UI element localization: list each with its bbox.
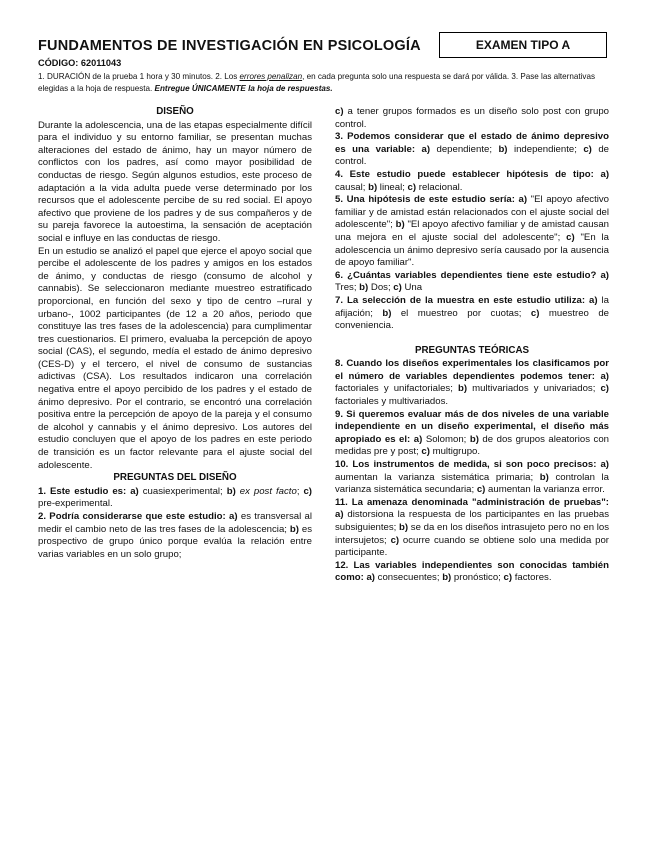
question-5: 5. Una hipótesis de este estudio sería: a) "El apoyo afectivo familiar y de amistad están relacionados con el ajuste social del adolescente"; b) "El apoyo afectivo familiar y de amistad causan una mejora en el ajuste social del adolescente"; c) "En la adolescencia un ánimo depresivo sería causado por la ausencia de apoyo familiar". [335, 194, 610, 269]
question-2-continued: c) a tener grupos formados es un diseño solo post con grupo control. [335, 106, 609, 130]
left-column [38, 106, 312, 561]
instructions-part1: 1. DURACIÓN de la prueba 1 hora y 30 minutos. 2. Los [38, 72, 240, 81]
right-column [335, 106, 609, 585]
course-code: CÓDIGO: 62011043 [38, 58, 122, 68]
instructions-penalty: errores penalizan [239, 72, 303, 81]
question-3: 3. Podemos considerar que el estado de ánimo depresivo es una variable: a) dependiente; b) independiente; c) de control. [335, 131, 609, 168]
exam-type-box: EXAMEN TIPO A [439, 32, 607, 58]
question-9: 9. Si queremos evaluar más de dos niveles de una variable independiente en un diseño experimental, el diseño más apropiado es el: a) Solomon; b) de dos grupos aleatorios con medidas pre y post; c) multigrupo. [335, 408, 609, 458]
instructions [38, 71, 618, 95]
exam-title: FUNDAMENTOS DE INVESTIGACIÓN EN PSICOLOGÍA [38, 38, 421, 54]
question-12: 12. Las variables independientes son conocidas también como: a) consecuentes; b) pronóstico; c) factores. [335, 559, 609, 584]
instructions-part2: , en cada pregunta solo una respuesta se dará por válida. 3. Pase las alternativas elegidas a la hoja de respuesta. [38, 72, 596, 93]
question-8: 8. Cuando los diseños experimentales los clasificamos por el número de variables dependientes podemos tener: a) factoriales y unifactoriales; b) multivariados y univariados; c) factoriales y multivariados. [335, 358, 609, 408]
question-4: 4. Este estudio puede establecer hipótesis de tipo: a) causal; b) lineal; c) relacional. [335, 168, 610, 193]
design-paragraph-2: En un estudio se analizó el papel que ejerce el apoyo social que percibe el adolescente de los padres y amigos en los estados de ánimo, y conductas de riesgo (consumo de alcohol y cannabis). Se seleccionaron mediante muestreo estratificado proporcional, en función del sexo y tipo de centro –rural y urbano-, 1002 participantes (de 12 a 20 años, periodo que constituye las tres fases de la adolescencia) para cumplimentar tres cuestionarios. El primero, evaluaba la percepción de apoyo social (CAS), el segundo, medía el estado de ánimo depresivo (CES-D) y el tercero, el nivel de consumo de sustancias adictivas (CSA). Los resultados indicaron una correlación negativa entre el apoyo percibido de los padres y el estado de ánimo depresivo. Por el contrario, se encontró una correlación positiva entre la percepción de apoyo de la pareja y el consumo de alcohol y cannabis y el ánimo depresivo. Los autores del estudio concluyen que el apoyo de los padres en este periodo de transición es un factor relevante para el ajuste social del adolescente. [38, 245, 312, 471]
question-11: 11. La amenaza denominada "administración de pruebas": a) distorsiona la respuesta de los participantes en las pruebas subsiguientes; b) se da en los diseños intrasujeto pero no en los intersujetos; c) ocurre cuando se obtiene solo una medida por participante. [335, 496, 609, 559]
question-2: 2. Podría considerarse que este estudio: a) es transversal al medir el cambio neto de las tres fases de la adolescencia; b) es prospectivo de grupo único porque evalúa la relación entre varias variables en un solo grupo; [38, 511, 312, 560]
design-paragraph-1: Durante la adolescencia, una de las etapas especialmente difícil para el individuo y su entorno familiar, se presentan muchas alteraciones del estado de ánimo, hay un mayor número de conflictos con los padres, así como mayor posibilidad de conductas de riesgo. Según algunos estudios, este proceso de adaptación a la vida adulta puede verse determinado por los recursos que el adolescente percibe de su red social. El apoyo afectivo que proviene de los padres y de sus compañeros y de su pareja favorece la autoestima, la sensación de aceptación social e influye en las conductas de riesgo. [38, 119, 312, 244]
design-questions-heading: PREGUNTAS DEL DISEÑO [113, 472, 237, 484]
instructions-deliver: Entregue ÚNICAMENTE la hoja de respuestas. [154, 84, 333, 93]
question-10: 10. Los instrumentos de medida, si son poco precisos: a) aumentan la varianza sistemática primaria; b) controlan la varianza sistemática secundaria; c) aumentan la varianza error. [335, 459, 610, 496]
design-heading: DISEÑO [156, 106, 194, 117]
question-1: 1. Este estudio es: a) cuasiexperimental; b) ex post facto; c) pre-experimental. [38, 485, 312, 510]
spacer [335, 333, 609, 345]
question-7: 7. La selección de la muestra en este estudio utiliza: a) la afijación; b) el muestreo por cuotas; c) muestreo de conveniencia. [335, 294, 610, 332]
theory-questions-heading: PREGUNTAS TEÓRICAS [414, 344, 530, 356]
question-6: 6. ¿Cuántas variables dependientes tiene este estudio? a) Tres; b) Dos; c) Una [335, 269, 609, 294]
